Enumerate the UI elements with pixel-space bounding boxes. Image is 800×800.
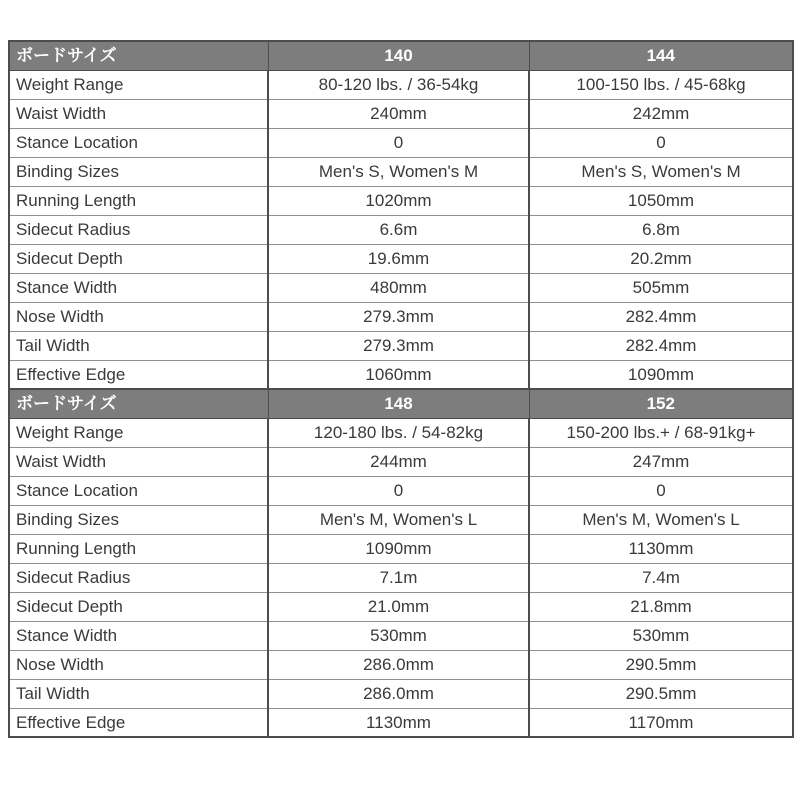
row-label: Nose Width [9, 302, 268, 331]
row-label: Effective Edge [9, 708, 268, 737]
size-column-header-148: 148 [268, 389, 529, 418]
row-label: Waist Width [9, 447, 268, 476]
table-row-sidecut-radius [9, 215, 793, 244]
row-label: Sidecut Radius [9, 215, 268, 244]
table-row-stance-location [9, 476, 793, 505]
cell-value: 7.1m [268, 563, 529, 592]
cell-value: 1060mm [268, 360, 529, 389]
cell-value: 279.3mm [268, 331, 529, 360]
table-row-binding-sizes [9, 505, 793, 534]
table-row-sidecut-radius [9, 563, 793, 592]
row-label: Nose Width [9, 650, 268, 679]
table-row-running-length [9, 186, 793, 215]
table-row-binding-sizes [9, 157, 793, 186]
cell-value: 279.3mm [268, 302, 529, 331]
table-row-nose-width [9, 302, 793, 331]
table-row-sidecut-depth [9, 592, 793, 621]
cell-value: 1170mm [529, 708, 793, 737]
size-column-header-140: 140 [268, 41, 529, 70]
cell-value: 6.6m [268, 215, 529, 244]
cell-value: 286.0mm [268, 679, 529, 708]
cell-value: 247mm [529, 447, 793, 476]
row-label: Waist Width [9, 99, 268, 128]
table-row-stance-width [9, 621, 793, 650]
table-row-effective-edge [9, 360, 793, 389]
cell-value: 1050mm [529, 186, 793, 215]
cell-value: Men's M, Women's L [268, 505, 529, 534]
size-column-header-144: 144 [529, 41, 793, 70]
table-row-weight-range [9, 70, 793, 99]
cell-value: 240mm [268, 99, 529, 128]
cell-value: 150-200 lbs.+ / 68-91kg+ [529, 418, 793, 447]
cell-value: 1130mm [529, 534, 793, 563]
cell-value: 21.8mm [529, 592, 793, 621]
row-label: Tail Width [9, 331, 268, 360]
cell-value: 290.5mm [529, 650, 793, 679]
cell-value: 505mm [529, 273, 793, 302]
row-label: Stance Location [9, 128, 268, 157]
table-row-running-length [9, 534, 793, 563]
cell-value: Men's S, Women's M [529, 157, 793, 186]
row-label: Sidecut Radius [9, 563, 268, 592]
row-label: Stance Location [9, 476, 268, 505]
cell-value: 80-120 lbs. / 36-54kg [268, 70, 529, 99]
cell-value: 0 [268, 476, 529, 505]
cell-value: 7.4m [529, 563, 793, 592]
cell-value: 530mm [529, 621, 793, 650]
cell-value: 20.2mm [529, 244, 793, 273]
board-spec-table [8, 40, 794, 738]
cell-value: 244mm [268, 447, 529, 476]
cell-value: 1090mm [268, 534, 529, 563]
table-row-weight-range [9, 418, 793, 447]
row-label: Sidecut Depth [9, 244, 268, 273]
table-row-sidecut-depth [9, 244, 793, 273]
table-row-stance-width [9, 273, 793, 302]
cell-value: 530mm [268, 621, 529, 650]
cell-value: 290.5mm [529, 679, 793, 708]
cell-value: 19.6mm [268, 244, 529, 273]
table-header-row-148-152 [9, 389, 793, 418]
cell-value: 120-180 lbs. / 54-82kg [268, 418, 529, 447]
row-label: Running Length [9, 534, 268, 563]
cell-value: 21.0mm [268, 592, 529, 621]
row-label: Running Length [9, 186, 268, 215]
row-label: Stance Width [9, 273, 268, 302]
table-row-tail-width [9, 331, 793, 360]
cell-value: 480mm [268, 273, 529, 302]
row-label: Weight Range [9, 418, 268, 447]
cell-value: 6.8m [529, 215, 793, 244]
table-row-effective-edge [9, 708, 793, 737]
cell-value: 242mm [529, 99, 793, 128]
cell-value: 286.0mm [268, 650, 529, 679]
cell-value: 1130mm [268, 708, 529, 737]
cell-value: 0 [529, 128, 793, 157]
row-label: Stance Width [9, 621, 268, 650]
cell-value: 282.4mm [529, 331, 793, 360]
cell-value: 0 [529, 476, 793, 505]
row-label: Weight Range [9, 70, 268, 99]
row-label: Tail Width [9, 679, 268, 708]
row-label: Binding Sizes [9, 505, 268, 534]
table-row-nose-width [9, 650, 793, 679]
cell-value: 100-150 lbs. / 45-68kg [529, 70, 793, 99]
table-row-tail-width [9, 679, 793, 708]
table-row-waist-width [9, 99, 793, 128]
row-label: Binding Sizes [9, 157, 268, 186]
cell-value: 1020mm [268, 186, 529, 215]
row-label: Effective Edge [9, 360, 268, 389]
cell-value: 1090mm [529, 360, 793, 389]
cell-value: 0 [268, 128, 529, 157]
table-row-stance-location [9, 128, 793, 157]
cell-value: Men's M, Women's L [529, 505, 793, 534]
board-size-header: ボードサイズ [9, 389, 268, 418]
cell-value: Men's S, Women's M [268, 157, 529, 186]
cell-value: 282.4mm [529, 302, 793, 331]
table-header-row-140-144 [9, 41, 793, 70]
row-label: Sidecut Depth [9, 592, 268, 621]
board-size-header: ボードサイズ [9, 41, 268, 70]
table-row-waist-width [9, 447, 793, 476]
size-column-header-152: 152 [529, 389, 793, 418]
